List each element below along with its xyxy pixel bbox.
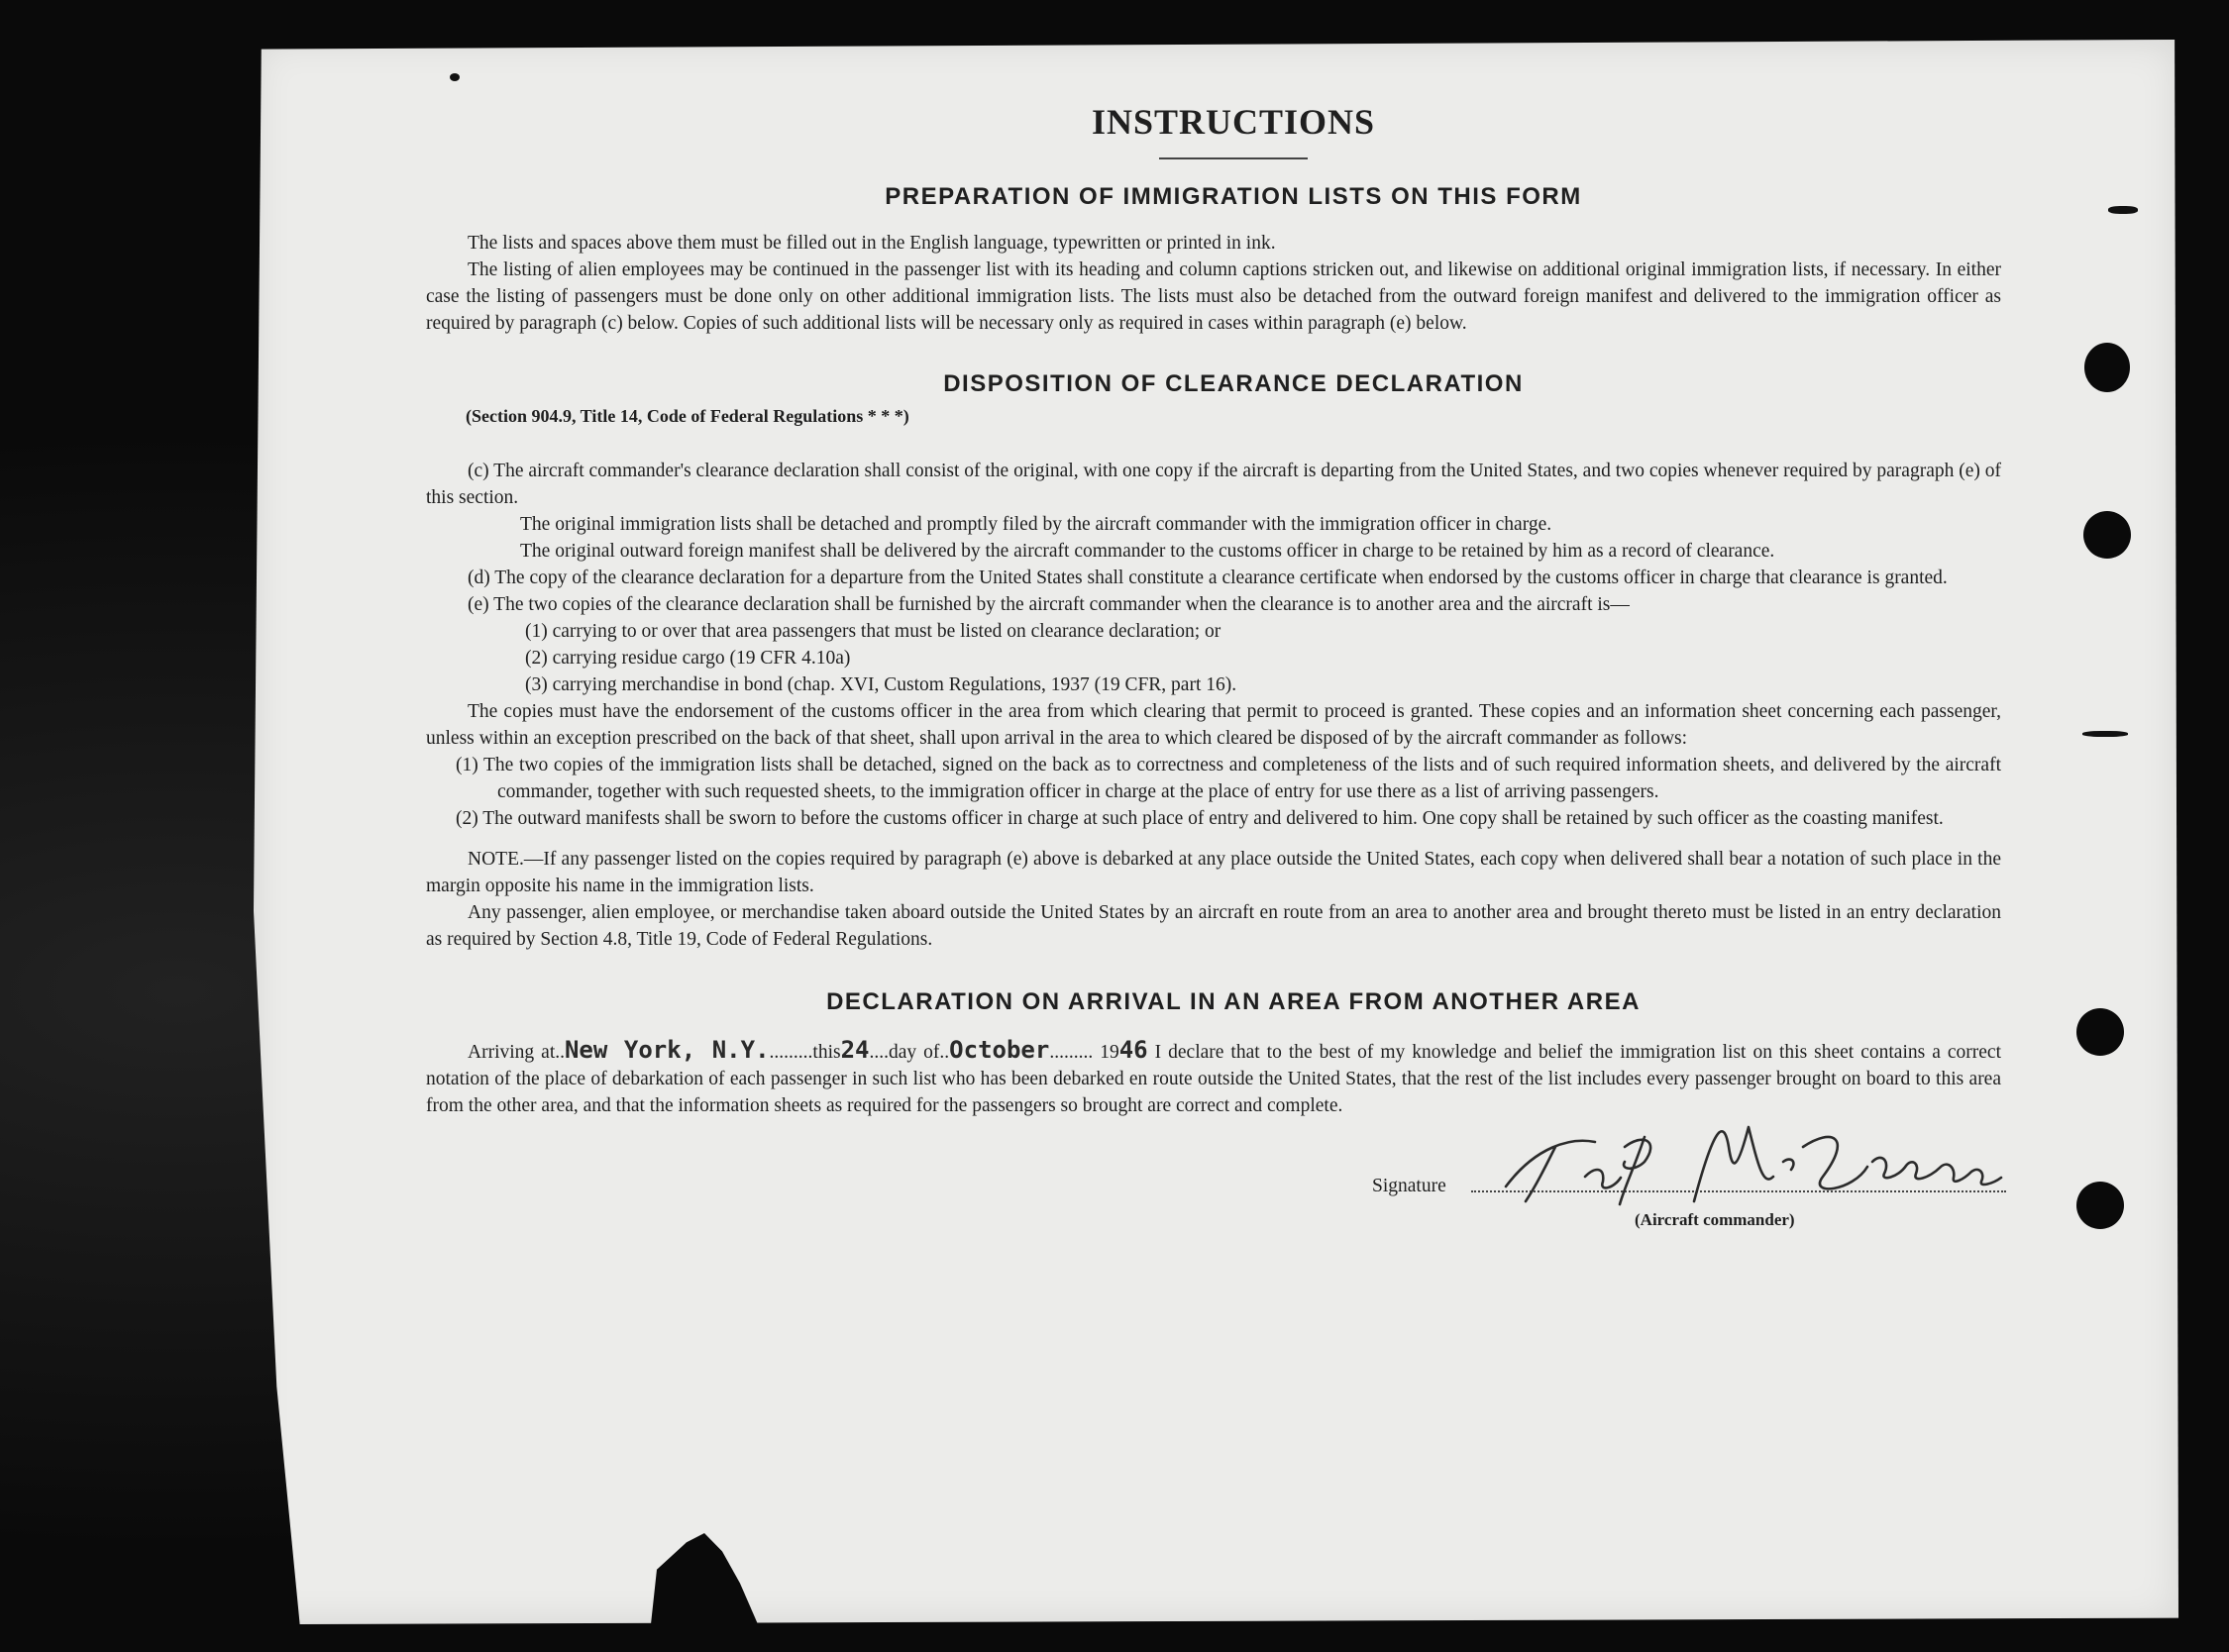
page-title: INSTRUCTIONS xyxy=(1091,102,1376,142)
paragraph-copies: The copies must have the endorsement of the customs officer in the area from which clearing that permit to proceed is granted. These copies and an information sheet concerning each passenger, unless within an exception prescribed on the back of that sheet, shall upon arrival in the area to which cleared be disposed of by the aircraft commander as follows: xyxy=(426,701,2001,749)
instructions-content xyxy=(426,102,2001,1229)
paragraph-arrival-2: (2) The outward manifests shall be sworn to before the customs officer in charge at such place of entry and delivered to him. One copy shall be retained by such officer as the coasting manifest. xyxy=(456,808,1944,829)
aircraft-commander-label: (Aircraft commander) xyxy=(1635,1210,1795,1229)
paragraph-e: (e) The two copies of the clearance declaration shall be furnished by the aircraft commander when the clearance is to another area and the aircraft is— xyxy=(468,594,1630,615)
arrival-place: New York, N.Y. xyxy=(564,1036,770,1064)
paragraph-c: (c) The aircraft commander's clearance declaration shall consist of the original, with one copy if the aircraft is departing from the United States, and two copies whenever required by paragraph (e) of this section. xyxy=(426,461,2001,508)
signature-block xyxy=(426,1147,2001,1229)
paragraph-arrival-1: (1) The two copies of the immigration lists shall be detached, signed on the back as to correctness and completeness of the lists and of such required information sheets, and delivered by the aircraft commander, together with such requested sheets, to the immigration officer in charge at the place of entry for use there as a list of arriving passengers. xyxy=(456,755,2001,802)
day-of-label: day of xyxy=(889,1042,940,1063)
section-subheading-disposition: (Section 904.9, Title 14, Code of Federal Regulations * * *) xyxy=(466,406,909,426)
punch-hole xyxy=(2084,343,2130,392)
any-passenger-paragraph: Any passenger, alien employee, or merchandise taken aboard outside the United States by an aircraft en route from an area to another area and brought thereto must be listed in an entry declaration as required by Section 4.8, Title 19, Code of Federal Regulations. xyxy=(426,902,2001,950)
year-prefix: 19 xyxy=(1100,1042,1119,1063)
arriving-at-label: Arriving at xyxy=(468,1042,556,1063)
arrival-month: October xyxy=(949,1036,1050,1064)
title-divider xyxy=(1159,157,1308,159)
paragraph-c-1: The original immigration lists shall be detached and promptly filed by the aircraft commander with the immigration officer in charge. xyxy=(520,514,1552,535)
declaration-text: I declare that to the best of my knowledge and belief the immigration list on this sheet contains a correct notation of the place of debarkation of each passenger in such list who has been debarked en route outside the United States, that the rest of the list includes every passenger brought on board to this area from the other area, and that the information sheets as required for the passengers so brought are correct and complete. xyxy=(426,1042,2001,1116)
section-heading-preparation: PREPARATION OF IMMIGRATION LISTS ON THIS FORM xyxy=(885,183,1582,210)
section-heading-disposition: DISPOSITION OF CLEARANCE DECLARATION xyxy=(943,370,1524,397)
paragraph-c-2: The original outward foreign manifest shall be delivered by the aircraft commander to the customs officer in charge to be retained by him as a record of clearance. xyxy=(520,541,1775,562)
ink-speck xyxy=(2082,731,2128,737)
section-heading-arrival: DECLARATION ON ARRIVAL IN AN AREA FROM ANOTHER AREA xyxy=(826,988,1641,1015)
arrival-year: 46 xyxy=(1118,1036,1148,1064)
prep-paragraph-1: The lists and spaces above them must be filled out in the English language, typewritten or printed in ink. xyxy=(468,233,1276,254)
arrival-day: 24 xyxy=(840,1036,870,1064)
paragraph-d: (d) The copy of the clearance declaration for a departure from the United States shall constitute a clearance certificate when endorsed by the customs officer in charge that clearance is granted. xyxy=(468,568,1948,588)
handwritten-signature xyxy=(1476,1107,2031,1216)
arrival-declaration: Arriving at..New York, N.Y..........this24....day of..October......... 1946 I declare that to the best of my knowledge and belief the immigration list on this sheet contains a correct notation of the place of debarkation of each passenger in such list who has been debarked en route outside the United States, that the rest of the list includes every passenger brought on board to this area from the other area, and that the information sheets as required for the passengers so brought are correct and complete. xyxy=(426,1036,2001,1116)
note-paragraph: NOTE.—If any passenger listed on the copies required by paragraph (e) above is debarked at any place outside the United States, each copy when delivered shall bear a notation of such place in the margin opposite his name in the immigration lists. xyxy=(426,849,2001,896)
paragraph-e-item-2: (2) carrying residue cargo (19 CFR 4.10a) xyxy=(525,648,851,669)
ink-speck xyxy=(450,73,460,81)
punch-hole xyxy=(2076,1182,2124,1229)
ink-speck xyxy=(2108,206,2138,214)
paragraph-e-item-1: (1) carrying to or over that area passengers that must be listed on clearance declaration; or xyxy=(525,621,1221,642)
punch-hole xyxy=(2076,1008,2124,1056)
punch-hole xyxy=(2083,511,2131,559)
paragraph-e-item-3: (3) carrying merchandise in bond (chap. XVI, Custom Regulations, 1937 (19 CFR, part 16). xyxy=(525,674,1237,695)
prep-paragraph-2: The listing of alien employees may be continued in the passenger list with its heading and column captions stricken out, and likewise on additional original immigration lists, if necessary. In either case the listing of passengers must be done only on other additional immigration lists. The lists must also be detached from the outward foreign manifest and delivered to the immigration officer as required by paragraph (c) below. Copies of such additional lists will be necessary only as required in cases within paragraph (e) below. xyxy=(426,259,2001,334)
this-label: this xyxy=(812,1042,841,1063)
signature-label: Signature xyxy=(1372,1176,1446,1196)
